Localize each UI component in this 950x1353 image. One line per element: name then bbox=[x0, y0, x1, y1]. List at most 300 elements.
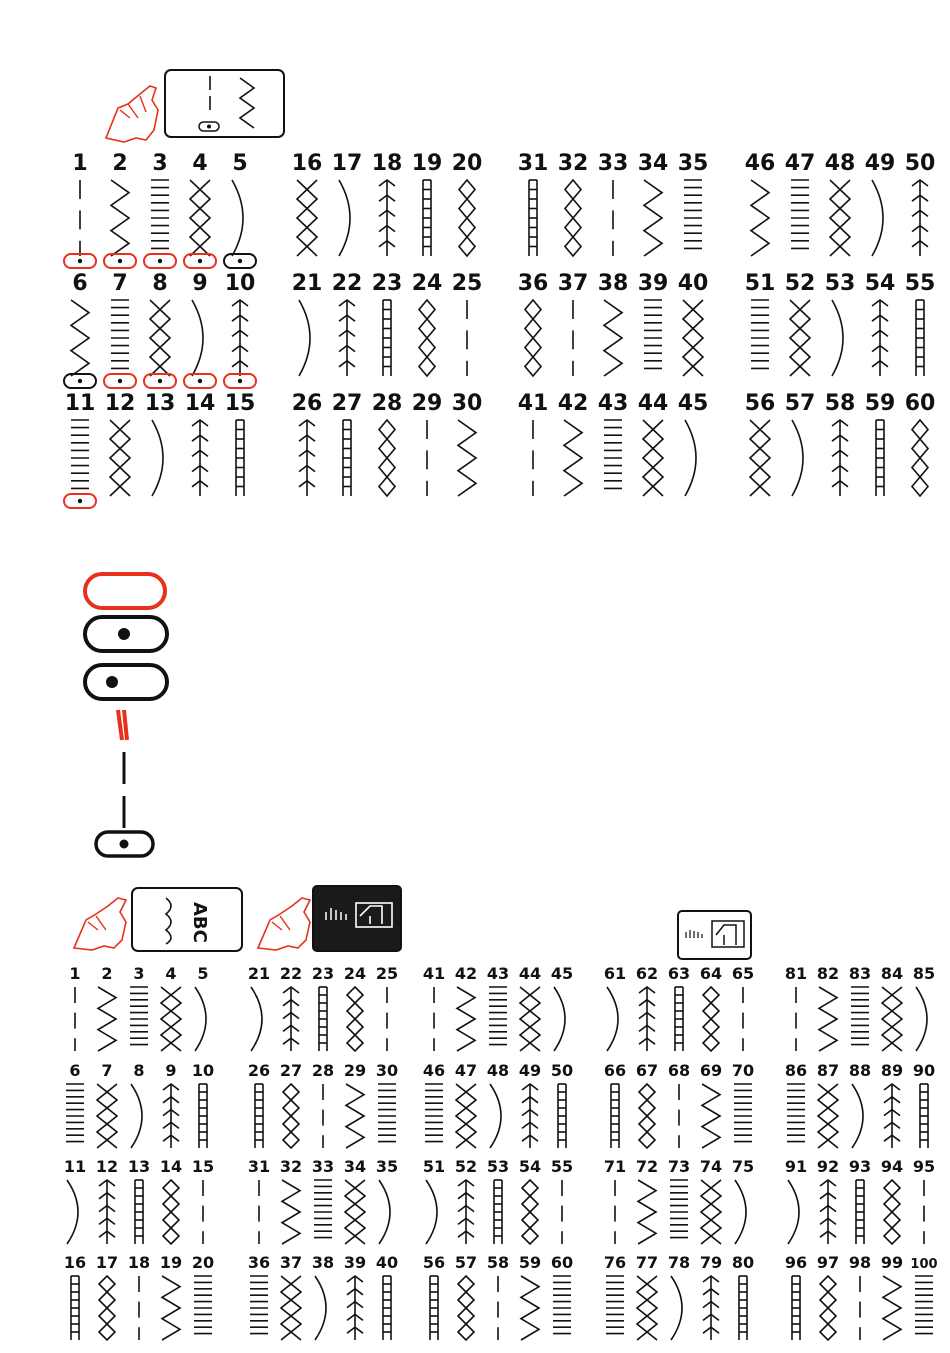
stitch-number: 50 bbox=[904, 151, 936, 176]
stitch-number: 46 bbox=[422, 1061, 446, 1080]
stitch-pattern-5-decorative[interactable] bbox=[195, 964, 209, 1051]
stitch-pattern-29-practical[interactable] bbox=[412, 391, 443, 496]
stitch-number: 66 bbox=[603, 1061, 627, 1080]
stitch-number: 68 bbox=[667, 1061, 691, 1080]
stitch-pattern-45-practical[interactable] bbox=[678, 391, 709, 496]
stitch-pattern-7-decorative[interactable] bbox=[97, 1061, 117, 1148]
stitch-number: 98 bbox=[848, 1253, 872, 1272]
stitch-number: 99 bbox=[880, 1253, 904, 1272]
stitch-pattern-54-decorative[interactable] bbox=[519, 1157, 541, 1244]
stitch-number: 16 bbox=[63, 1253, 87, 1272]
stitch-pattern-24-practical[interactable] bbox=[412, 271, 443, 376]
stitch-number: 35 bbox=[375, 1157, 399, 1176]
stitch-pattern-9-practical[interactable] bbox=[184, 271, 216, 388]
stitch-number: 33 bbox=[597, 151, 629, 176]
stitch-number: 53 bbox=[824, 271, 856, 296]
stitch-pattern-53-practical[interactable] bbox=[825, 271, 856, 376]
stitch-number: 64 bbox=[699, 964, 723, 983]
stitch-pattern-34-decorative[interactable] bbox=[344, 1157, 366, 1244]
stitch-number: 3 bbox=[133, 964, 145, 983]
stitch-pattern-16-decorative[interactable] bbox=[64, 1253, 86, 1340]
stitch-number: 12 bbox=[104, 391, 136, 416]
stitch-pattern-52-practical[interactable] bbox=[785, 271, 816, 376]
stitch-number: 67 bbox=[635, 1061, 659, 1080]
stitch-number: 31 bbox=[517, 151, 549, 176]
stitch-pattern-12-practical[interactable] bbox=[105, 391, 136, 496]
stitch-number: 5 bbox=[197, 964, 209, 983]
stitch-number: 59 bbox=[864, 391, 896, 416]
stitch-number: 37 bbox=[279, 1253, 303, 1272]
stitch-pattern-92-decorative[interactable] bbox=[817, 1157, 839, 1244]
stitch-pattern-47-practical[interactable] bbox=[785, 151, 816, 248]
stitch-pattern-57-decorative[interactable] bbox=[455, 1253, 477, 1340]
stitch-pattern-35-practical[interactable] bbox=[678, 151, 709, 248]
stitch-number: 85 bbox=[912, 964, 936, 983]
stitch-pattern-87-decorative[interactable] bbox=[817, 1061, 839, 1148]
stitch-pattern-28-practical[interactable] bbox=[372, 391, 403, 496]
stitch-pattern-30-practical[interactable] bbox=[452, 391, 483, 496]
stitch-number: 76 bbox=[603, 1253, 627, 1272]
stitch-number: 14 bbox=[159, 1157, 183, 1176]
needle-dot bbox=[118, 259, 122, 263]
stitch-number: 20 bbox=[451, 151, 483, 176]
stitch-number: 4 bbox=[165, 964, 177, 983]
stitch-pattern-20-decorative[interactable] bbox=[192, 1253, 214, 1334]
needle-dot bbox=[158, 379, 162, 383]
stitch-number: 22 bbox=[331, 271, 363, 296]
stitch-pattern-23-decorative[interactable] bbox=[312, 964, 334, 1051]
stitch-pattern-32-practical[interactable] bbox=[558, 151, 589, 256]
stitch-pattern-39-decorative[interactable] bbox=[344, 1253, 366, 1340]
stitch-pattern-46-practical[interactable] bbox=[745, 151, 776, 256]
stitch-pattern-31-practical[interactable] bbox=[518, 151, 549, 256]
stitch-pattern-43-practical[interactable] bbox=[598, 391, 629, 488]
stitch-number: 9 bbox=[192, 271, 208, 296]
stitch-pattern-42-decorative[interactable] bbox=[455, 964, 477, 1051]
stitch-number: 45 bbox=[550, 964, 574, 983]
stitch-pattern-95-decorative[interactable] bbox=[913, 1157, 935, 1244]
stitch-number: 43 bbox=[486, 964, 510, 983]
stitch-pattern-63-decorative[interactable] bbox=[668, 964, 690, 1051]
stitch-pattern-33-practical[interactable] bbox=[598, 151, 629, 256]
stitch-pattern-26-decorative[interactable] bbox=[248, 1061, 270, 1148]
stitch-pattern-27-decorative[interactable] bbox=[280, 1061, 302, 1148]
stitch-pattern-59-practical[interactable] bbox=[865, 391, 896, 496]
stitch-pattern-26-practical[interactable] bbox=[292, 391, 323, 496]
stitch-pattern-94-decorative[interactable] bbox=[881, 1157, 903, 1244]
stitch-pattern-80-decorative[interactable] bbox=[732, 1253, 754, 1340]
stitch-pattern-65-decorative[interactable] bbox=[732, 964, 754, 1051]
stitch-pattern-49-decorative[interactable] bbox=[519, 1061, 541, 1148]
stitch-number: 58 bbox=[824, 391, 856, 416]
stitch-pattern-1-practical[interactable] bbox=[64, 151, 96, 268]
stitch-number: 24 bbox=[343, 964, 367, 983]
stitch-number: 11 bbox=[64, 391, 96, 416]
stitch-number: 21 bbox=[247, 964, 271, 983]
stitch-pattern-23-practical[interactable] bbox=[372, 271, 403, 376]
stitch-pattern-85-decorative[interactable] bbox=[913, 964, 935, 1051]
stitch-number: 5 bbox=[232, 151, 248, 176]
stitch-number: 74 bbox=[699, 1157, 723, 1176]
stitch-pattern-52-decorative[interactable] bbox=[455, 1157, 477, 1244]
stitch-pattern-4-practical[interactable] bbox=[184, 151, 216, 268]
stitch-number: 55 bbox=[904, 271, 936, 296]
stitch-pattern-99-decorative[interactable] bbox=[881, 1253, 903, 1340]
stitch-pattern-25-practical[interactable] bbox=[452, 271, 483, 376]
stitch-number: 86 bbox=[784, 1061, 808, 1080]
stitch-pattern-14-practical[interactable] bbox=[185, 391, 216, 496]
stitch-number: 51 bbox=[422, 1157, 446, 1176]
stitch-pattern-74-decorative[interactable] bbox=[700, 1157, 722, 1244]
stitch-number: 55 bbox=[550, 1157, 574, 1176]
stitch-number: 50 bbox=[550, 1061, 574, 1080]
stitch-pattern-51-decorative[interactable] bbox=[423, 1157, 445, 1244]
stitch-pattern-11-practical[interactable] bbox=[64, 391, 96, 508]
stitch-number: 40 bbox=[375, 1253, 399, 1272]
stitch-number: 39 bbox=[343, 1253, 367, 1272]
abc-label: ABC bbox=[189, 902, 210, 943]
stitch-number: 41 bbox=[517, 391, 549, 416]
stitch-pattern-54-practical[interactable] bbox=[865, 271, 896, 376]
stitch-pattern-59-decorative[interactable] bbox=[519, 1253, 541, 1340]
stitch-pattern-25-decorative[interactable] bbox=[376, 964, 398, 1051]
stitch-pattern-41-practical[interactable] bbox=[518, 391, 549, 496]
stitch-pattern-90-decorative[interactable] bbox=[913, 1061, 935, 1148]
stitch-pattern-17-decorative[interactable] bbox=[96, 1253, 118, 1340]
stitch-pattern-40-decorative[interactable] bbox=[376, 1253, 398, 1340]
stitch-pattern-6-practical[interactable] bbox=[64, 271, 96, 388]
stitch-number: 61 bbox=[603, 964, 627, 983]
stitch-number: 91 bbox=[784, 1157, 808, 1176]
stitch-pattern-97-decorative[interactable] bbox=[817, 1253, 839, 1340]
stitch-pattern-47-decorative[interactable] bbox=[455, 1061, 477, 1148]
stitch-number: 29 bbox=[343, 1061, 367, 1080]
stitch-pattern-31-decorative[interactable] bbox=[248, 1157, 270, 1244]
stitch-number: 10 bbox=[191, 1061, 215, 1080]
stitch-number: 48 bbox=[486, 1061, 510, 1080]
stitch-pattern-49-practical[interactable] bbox=[865, 151, 896, 256]
stitch-pattern-55-practical[interactable] bbox=[905, 271, 936, 376]
needle-dot bbox=[198, 259, 202, 263]
stitch-number: 29 bbox=[411, 391, 443, 416]
stitch-number: 83 bbox=[848, 964, 872, 983]
stitch-pattern-11-decorative[interactable] bbox=[64, 1157, 86, 1244]
stitch-pattern-2-practical[interactable] bbox=[104, 151, 136, 268]
stitch-pattern-66-decorative[interactable] bbox=[604, 1061, 626, 1148]
needle-dot bbox=[78, 259, 82, 263]
stitch-number: 12 bbox=[95, 1157, 119, 1176]
stitch-number: 25 bbox=[375, 964, 399, 983]
stitch-pattern-51-practical[interactable] bbox=[745, 271, 776, 368]
stitch-pattern-32-decorative[interactable] bbox=[280, 1157, 302, 1244]
stitch-number: 42 bbox=[557, 391, 589, 416]
stitch-number: 33 bbox=[311, 1157, 335, 1176]
stitch-pattern-5-practical[interactable] bbox=[224, 151, 256, 268]
stitch-number: 84 bbox=[880, 964, 904, 983]
stitch-pattern-21-practical[interactable] bbox=[292, 271, 323, 376]
stitch-pattern-27-practical[interactable] bbox=[332, 391, 363, 496]
stitch-pattern-19-decorative[interactable] bbox=[160, 1253, 182, 1340]
stitch-number: 72 bbox=[635, 1157, 659, 1176]
stitch-pattern-36-decorative[interactable] bbox=[248, 1253, 270, 1334]
stitch-number: 18 bbox=[371, 151, 403, 176]
stitch-pattern-48-practical[interactable] bbox=[825, 151, 856, 256]
stitch-number: 17 bbox=[95, 1253, 119, 1272]
stitch-number: 69 bbox=[699, 1061, 723, 1080]
stitch-pattern-28-decorative[interactable] bbox=[312, 1061, 334, 1148]
stitch-pattern-22-practical[interactable] bbox=[332, 271, 363, 376]
stitch-pattern-100-decorative[interactable] bbox=[910, 1257, 937, 1334]
stitch-pattern-48-decorative[interactable] bbox=[487, 1061, 509, 1148]
stitch-number: 43 bbox=[597, 391, 629, 416]
stitch-pattern-60-decorative[interactable] bbox=[551, 1253, 573, 1334]
stitch-pattern-12-decorative[interactable] bbox=[96, 1157, 118, 1244]
stitch-pattern-3-decorative[interactable] bbox=[130, 964, 148, 1045]
stitch-pattern-53-decorative[interactable] bbox=[487, 1157, 509, 1244]
stitch-number: 30 bbox=[375, 1061, 399, 1080]
stitch-pattern-62-decorative[interactable] bbox=[636, 964, 658, 1051]
stitch-number: 23 bbox=[311, 964, 335, 983]
stitch-number: 48 bbox=[824, 151, 856, 176]
stitch-pattern-93-decorative[interactable] bbox=[849, 1157, 871, 1244]
stitch-number: 32 bbox=[279, 1157, 303, 1176]
stitch-number: 22 bbox=[279, 964, 303, 983]
stitch-number: 54 bbox=[864, 271, 896, 296]
stitch-pattern-96-decorative[interactable] bbox=[785, 1253, 807, 1340]
stitch-number: 7 bbox=[112, 271, 128, 296]
stitch-number: 87 bbox=[816, 1061, 840, 1080]
needle-dot bbox=[158, 259, 162, 263]
stitch-number: 52 bbox=[784, 271, 816, 296]
stitch-pattern-22-decorative[interactable] bbox=[280, 964, 302, 1051]
stitch-pattern-14-decorative[interactable] bbox=[160, 1157, 182, 1244]
stitch-number: 9 bbox=[165, 1061, 177, 1080]
stitch-pattern-43-decorative[interactable] bbox=[487, 964, 509, 1045]
stitch-pattern-19-practical[interactable] bbox=[412, 151, 443, 256]
stitch-number: 14 bbox=[184, 391, 216, 416]
stitch-number: 94 bbox=[880, 1157, 904, 1176]
stitch-pattern-60-practical[interactable] bbox=[905, 391, 936, 496]
stitch-number: 96 bbox=[784, 1253, 808, 1272]
stitch-number: 41 bbox=[422, 964, 446, 983]
stitch-number: 45 bbox=[677, 391, 709, 416]
stitch-pattern-10-practical[interactable] bbox=[224, 271, 256, 388]
stitch-number: 13 bbox=[127, 1157, 151, 1176]
stitch-pattern-8-practical[interactable] bbox=[144, 271, 176, 388]
stitch-number: 52 bbox=[454, 1157, 478, 1176]
stitch-pattern-58-practical[interactable] bbox=[825, 391, 856, 496]
stitch-number: 53 bbox=[486, 1157, 510, 1176]
stitch-pattern-91-decorative[interactable] bbox=[785, 1157, 807, 1244]
stitch-number: 6 bbox=[69, 1061, 81, 1080]
stitch-pattern-98-decorative[interactable] bbox=[849, 1253, 871, 1340]
stitch-number: 7 bbox=[101, 1061, 113, 1080]
stitch-number: 60 bbox=[904, 391, 936, 416]
stitch-number: 81 bbox=[784, 964, 808, 983]
stitch-number: 56 bbox=[744, 391, 776, 416]
stitch-number: 57 bbox=[784, 391, 816, 416]
stitch-pattern-15-practical[interactable] bbox=[225, 391, 256, 496]
stitch-pattern-3-practical[interactable] bbox=[144, 151, 176, 268]
stitch-pattern-56-decorative[interactable] bbox=[423, 1253, 445, 1340]
stitch-pattern-8-decorative[interactable] bbox=[131, 1061, 145, 1148]
stitch-number: 95 bbox=[912, 1157, 936, 1176]
stitch-number: 30 bbox=[451, 391, 483, 416]
stitch-number: 100 bbox=[910, 1257, 938, 1272]
stitch-pattern-61-decorative[interactable] bbox=[604, 964, 626, 1051]
stitch-number: 58 bbox=[486, 1253, 510, 1272]
stitch-pattern-29-decorative[interactable] bbox=[344, 1061, 366, 1148]
stitch-pattern-34-practical[interactable] bbox=[638, 151, 669, 256]
stitch-pattern-67-decorative[interactable] bbox=[636, 1061, 658, 1148]
stitch-number: 57 bbox=[454, 1253, 478, 1272]
stitch-pattern-36-practical[interactable] bbox=[518, 271, 549, 376]
stitch-number: 35 bbox=[677, 151, 709, 176]
needle-dot bbox=[238, 259, 242, 263]
stitch-number: 47 bbox=[454, 1061, 478, 1080]
stitch-number: 34 bbox=[637, 151, 669, 176]
stitch-number: 19 bbox=[159, 1253, 183, 1272]
stitch-number: 63 bbox=[667, 964, 691, 983]
stitch-pattern-81-decorative[interactable] bbox=[785, 964, 807, 1051]
stitch-number: 27 bbox=[279, 1061, 303, 1080]
stitch-number: 59 bbox=[518, 1253, 542, 1272]
stitch-pattern-13-practical[interactable] bbox=[145, 391, 176, 496]
stitch-pattern-38-decorative[interactable] bbox=[312, 1253, 334, 1340]
stitch-number: 25 bbox=[451, 271, 483, 296]
stitch-number: 3 bbox=[152, 151, 168, 176]
stitch-pattern-84-decorative[interactable] bbox=[881, 964, 903, 1051]
stitch-pattern-45-decorative[interactable] bbox=[551, 964, 573, 1051]
stitch-number: 38 bbox=[311, 1253, 335, 1272]
stitch-pattern-41-decorative[interactable] bbox=[423, 964, 445, 1051]
stitch-number: 88 bbox=[848, 1061, 872, 1080]
stitch-number: 27 bbox=[331, 391, 363, 416]
stitch-pattern-69-decorative[interactable] bbox=[700, 1061, 722, 1148]
stitch-number: 32 bbox=[557, 151, 589, 176]
needle-dot bbox=[198, 379, 202, 383]
stitch-number: 39 bbox=[637, 271, 669, 296]
stitch-pattern-40-practical[interactable] bbox=[678, 271, 709, 376]
stitch-number: 75 bbox=[731, 1157, 755, 1176]
stitch-pattern-46-decorative[interactable] bbox=[423, 1061, 445, 1142]
stitch-pattern-50-decorative[interactable] bbox=[551, 1061, 573, 1148]
stitch-pattern-21-decorative[interactable] bbox=[248, 964, 270, 1051]
stitch-pattern-79-decorative[interactable] bbox=[700, 1253, 722, 1340]
stitch-number: 10 bbox=[224, 271, 256, 296]
stitch-pattern-4-decorative[interactable] bbox=[161, 964, 181, 1051]
stitch-number: 47 bbox=[784, 151, 816, 176]
needle-dot bbox=[78, 379, 82, 383]
stitch-number: 49 bbox=[864, 151, 896, 176]
stitch-pattern-71-decorative[interactable] bbox=[604, 1157, 626, 1244]
stitch-pattern-38-practical[interactable] bbox=[598, 271, 629, 376]
stitch-number: 26 bbox=[247, 1061, 271, 1080]
stitch-number: 80 bbox=[731, 1253, 755, 1272]
stitch-number: 90 bbox=[912, 1061, 936, 1080]
stitch-pattern-72-decorative[interactable] bbox=[636, 1157, 658, 1244]
stitch-pattern-17-practical[interactable] bbox=[332, 151, 363, 256]
stitch-number: 38 bbox=[597, 271, 629, 296]
stitch-number: 46 bbox=[744, 151, 776, 176]
stitch-pattern-56-practical[interactable] bbox=[745, 391, 776, 496]
stitch-number: 13 bbox=[144, 391, 176, 416]
stitch-pattern-42-practical[interactable] bbox=[558, 391, 589, 496]
stitch-number: 17 bbox=[331, 151, 363, 176]
stitch-pattern-44-decorative[interactable] bbox=[519, 964, 541, 1051]
stitch-pattern-86-decorative[interactable] bbox=[785, 1061, 807, 1142]
stitch-pattern-7-practical[interactable] bbox=[104, 271, 136, 388]
stitch-pattern-10-decorative[interactable] bbox=[192, 1061, 214, 1148]
stitch-pattern-15-decorative[interactable] bbox=[192, 1157, 214, 1244]
stitch-pattern-9-decorative[interactable] bbox=[163, 1061, 179, 1148]
stitch-pattern-18-practical[interactable] bbox=[372, 151, 403, 256]
stitch-pattern-44-practical[interactable] bbox=[638, 391, 669, 496]
stitch-pattern-83-decorative[interactable] bbox=[849, 964, 871, 1045]
stitch-number: 70 bbox=[731, 1061, 755, 1080]
stitch-pattern-70-decorative[interactable] bbox=[732, 1061, 754, 1142]
stitch-number: 1 bbox=[69, 964, 81, 983]
stitch-pattern-33-decorative[interactable] bbox=[312, 1157, 334, 1238]
stitch-pattern-39-practical[interactable] bbox=[638, 271, 669, 368]
stitch-pattern-78-decorative[interactable] bbox=[668, 1253, 690, 1340]
stitch-number: 40 bbox=[677, 271, 709, 296]
stitch-pattern-37-practical[interactable] bbox=[558, 271, 589, 376]
stitch-pattern-64-decorative[interactable] bbox=[700, 964, 722, 1051]
stitch-number: 60 bbox=[550, 1253, 574, 1272]
stitch-number: 82 bbox=[816, 964, 840, 983]
stitch-pattern-24-decorative[interactable] bbox=[344, 964, 366, 1051]
stitch-pattern-82-decorative[interactable] bbox=[817, 964, 839, 1051]
stitch-number: 73 bbox=[667, 1157, 691, 1176]
stitch-number: 26 bbox=[291, 391, 323, 416]
stitch-number: 78 bbox=[667, 1253, 691, 1272]
stitch-pattern-6-decorative[interactable] bbox=[66, 1061, 84, 1142]
stitch-number: 4 bbox=[192, 151, 208, 176]
stitch-pattern-58-decorative[interactable] bbox=[487, 1253, 509, 1340]
stitch-pattern-18-decorative[interactable] bbox=[128, 1253, 150, 1340]
stitch-number: 15 bbox=[224, 391, 256, 416]
stitch-pattern-13-decorative[interactable] bbox=[128, 1157, 150, 1244]
stitch-number: 44 bbox=[637, 391, 669, 416]
stitch-pattern-75-decorative[interactable] bbox=[732, 1157, 754, 1244]
stitch-number: 31 bbox=[247, 1157, 271, 1176]
stitch-number: 28 bbox=[371, 391, 403, 416]
stitch-pattern-50-practical[interactable] bbox=[905, 151, 936, 256]
stitch-pattern-77-decorative[interactable] bbox=[636, 1253, 658, 1340]
stitch-pattern-57-practical[interactable] bbox=[785, 391, 816, 496]
stitch-pattern-88-decorative[interactable] bbox=[849, 1061, 871, 1148]
needle-dot bbox=[78, 499, 82, 503]
stitch-pattern-37-decorative[interactable] bbox=[280, 1253, 302, 1340]
stitch-pattern-76-decorative[interactable] bbox=[604, 1253, 626, 1334]
stitch-number: 62 bbox=[635, 964, 659, 983]
stitch-pattern-16-practical[interactable] bbox=[292, 151, 323, 256]
stitch-pattern-2-decorative[interactable] bbox=[98, 964, 116, 1051]
stitch-number: 49 bbox=[518, 1061, 542, 1080]
stitch-pattern-55-decorative[interactable] bbox=[551, 1157, 573, 1244]
stitch-pattern-35-decorative[interactable] bbox=[376, 1157, 398, 1244]
stitch-pattern-89-decorative[interactable] bbox=[881, 1061, 903, 1148]
stitch-pattern-30-decorative[interactable] bbox=[376, 1061, 398, 1142]
stitch-pattern-1-decorative[interactable] bbox=[69, 964, 80, 1051]
stitch-pattern-73-decorative[interactable] bbox=[668, 1157, 690, 1238]
stitch-number: 89 bbox=[880, 1061, 904, 1080]
stitch-number: 8 bbox=[152, 271, 168, 296]
stitch-pattern-68-decorative[interactable] bbox=[668, 1061, 690, 1148]
stitch-pattern-20-practical[interactable] bbox=[452, 151, 483, 256]
stitch-number: 6 bbox=[72, 271, 88, 296]
